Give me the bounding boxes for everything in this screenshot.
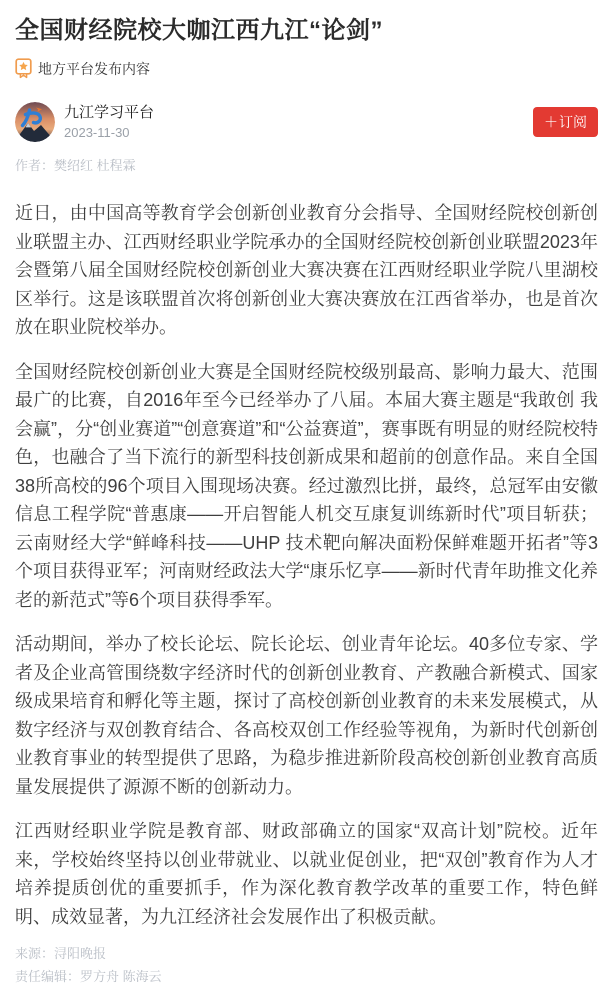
plus-icon: ＋ <box>544 114 558 130</box>
publisher-name[interactable]: 九江学习平台 <box>64 103 155 121</box>
platform-badge <box>15 58 598 79</box>
author-meta <box>64 103 154 142</box>
article-page <box>0 15 613 986</box>
article-title: 全国财经院校大咖江西九江“论剑” <box>15 17 383 44</box>
paragraph: 全国财经院校创新创业大赛是全国财经院校级别最高、影响力最大、范围最广的比赛，自2016年至今已经举办了八届。本届大赛主题是“我敢创 我会赢”，分“创业赛道”“创意赛道”和“公益赛道”，赛事既有明显的财经院校特色，也融合了当下流行的新型科技创新成果和超前的创意作品。来自全国38所高校的96个项目入围现场决赛。经过激烈比拼，最终，总冠军由安徽信息工程学院“普惠康——开启智能人机交互康复训练新时代”项目斩获；云南财经大学“鲜峰科技——UHP 技术靶向解决面粉保鲜难题开拓者”等3个项目获得亚军；河南财经政法大学“康乐忆享——新时代青年助推文化养老的新范式”等6个项目获得季军。 <box>15 361 598 610</box>
paragraph: 江西财经职业学院是教育部、财政部确立的国家“双高计划”院校。近年来，学校始终坚持以创业带就业、以就业促创业，把“双创”教育作为人才培养提质创优的重要抓手，作为深化教育教学改革的重要工作，特色鲜明、成效显著，为九江经济社会发展作出了积极贡献。 <box>15 821 598 927</box>
publisher-logo-icon <box>15 102 55 142</box>
platform-badge-label: 地方平台发布内容 <box>38 60 150 77</box>
medal-badge-icon <box>15 58 32 79</box>
editor-line: 责任编辑：罗方舟 陈海云 <box>15 969 162 984</box>
source-line: 来源：浔阳晚报 <box>15 946 107 961</box>
author-line: 作者：樊绍红 杜程霖 <box>15 158 136 173</box>
article-footer <box>15 944 598 986</box>
paragraph: 活动期间，举办了校长论坛、院长论坛、创业青年论坛。40多位专家、学者及企业高管围绕数字经济时代的创新创业教育、产教融合新模式、国家级成果培育和孵化等主题，探讨了高校创新创业教育的未来发展模式，从数字经济与双创教育结合、各高校双创工作经验等视角，为新时代创新创业教育事业的转型提供了思路，为稳步推进新阶段高校创新创业教育高质量发展提供了源源不断的创新动力。 <box>15 634 598 797</box>
avatar[interactable] <box>15 102 55 142</box>
subscribe-button[interactable] <box>533 107 598 137</box>
author-row <box>15 102 598 142</box>
paragraph: 近日，由中国高等教育学会创新创业教育分会指导、全国财经院校创新创业联盟主办、江西财经职业学院承办的全国财经院校创新创业联盟2023年会暨第八届全国财经院校创新创业大赛决赛在江西财经职业学院八里湖校区举行。这是该联盟首次将创新创业大赛决赛放在江西省举办，也是首次放在职业院校举办。 <box>15 203 598 337</box>
article-body <box>15 199 598 931</box>
publish-date: 2023-11-30 <box>64 124 130 140</box>
subscribe-label: 订阅 <box>559 114 587 130</box>
